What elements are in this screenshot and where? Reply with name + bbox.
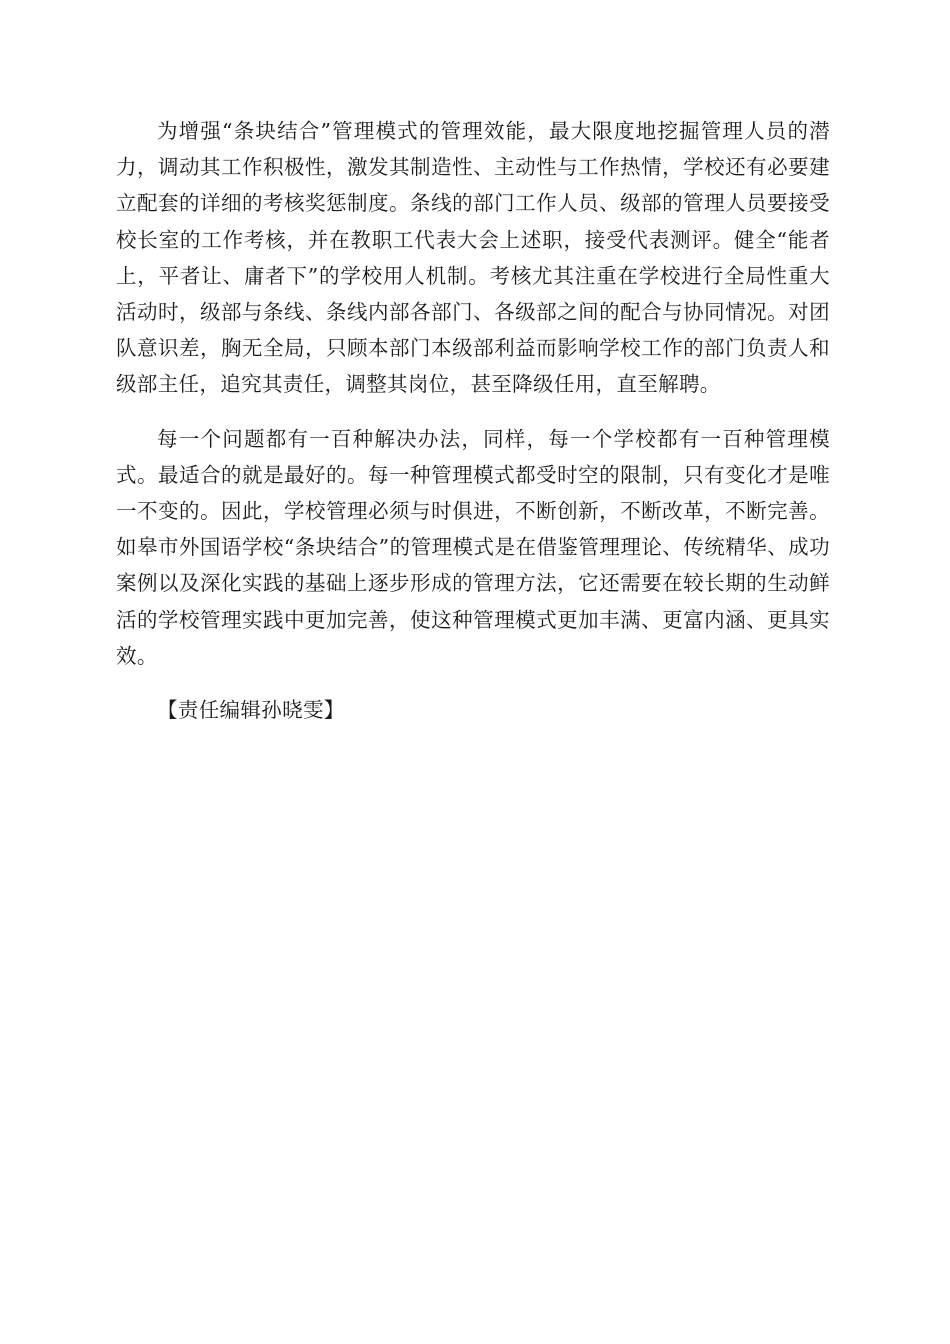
paragraph-management-model: 每一个问题都有一百种解决办法，同样，每一个学校都有一百种管理模式。最适合的就是最好的。每一种管理模式都受时空的限制，只有变化才是唯一不变的。因此，学校管理必须与时俱进，不断创新，不断改革，不断完善。如皋市外国语学校“条块结合”的管理模式是在借鉴管理理论、传统精华、成功案例以及深化实践的基础上逐步形成的管理方法，它还需要在较长期的生动鲜活的学校管理实践中更加完善，使这种管理模式更加丰满、更富内涵、更具实效。 (116, 426, 830, 668)
paragraph-assessment: 为增强“条块结合”管理模式的管理效能，最大限度地挖掘管理人员的潜力，调动其工作积极性，激发其制造性、主动性与工作热情，学校还有必要建立配套的详细的考核奖惩制度。条线的部门工作人员、级部的管理人员要接受校长室的工作考核，并在教职工代表大会上述职，接受代表测评。健全“能者上，平者让、庸者下”的学校用人机制。考核尤其注重在学校进行全局性重大活动时，级部与条线、条线内部各部门、各级部之间的配合与协同情况。对团队意识差，胸无全局，只顾本部门本级部利益而影响学校工作的部门负责人和级部主任，追究其责任，调整其岗位，甚至降级任用，直至解聘。 (116, 119, 830, 397)
editor-note: 【责任编辑孙晓雯】 (157, 698, 345, 723)
article-body (116, 113, 830, 728)
